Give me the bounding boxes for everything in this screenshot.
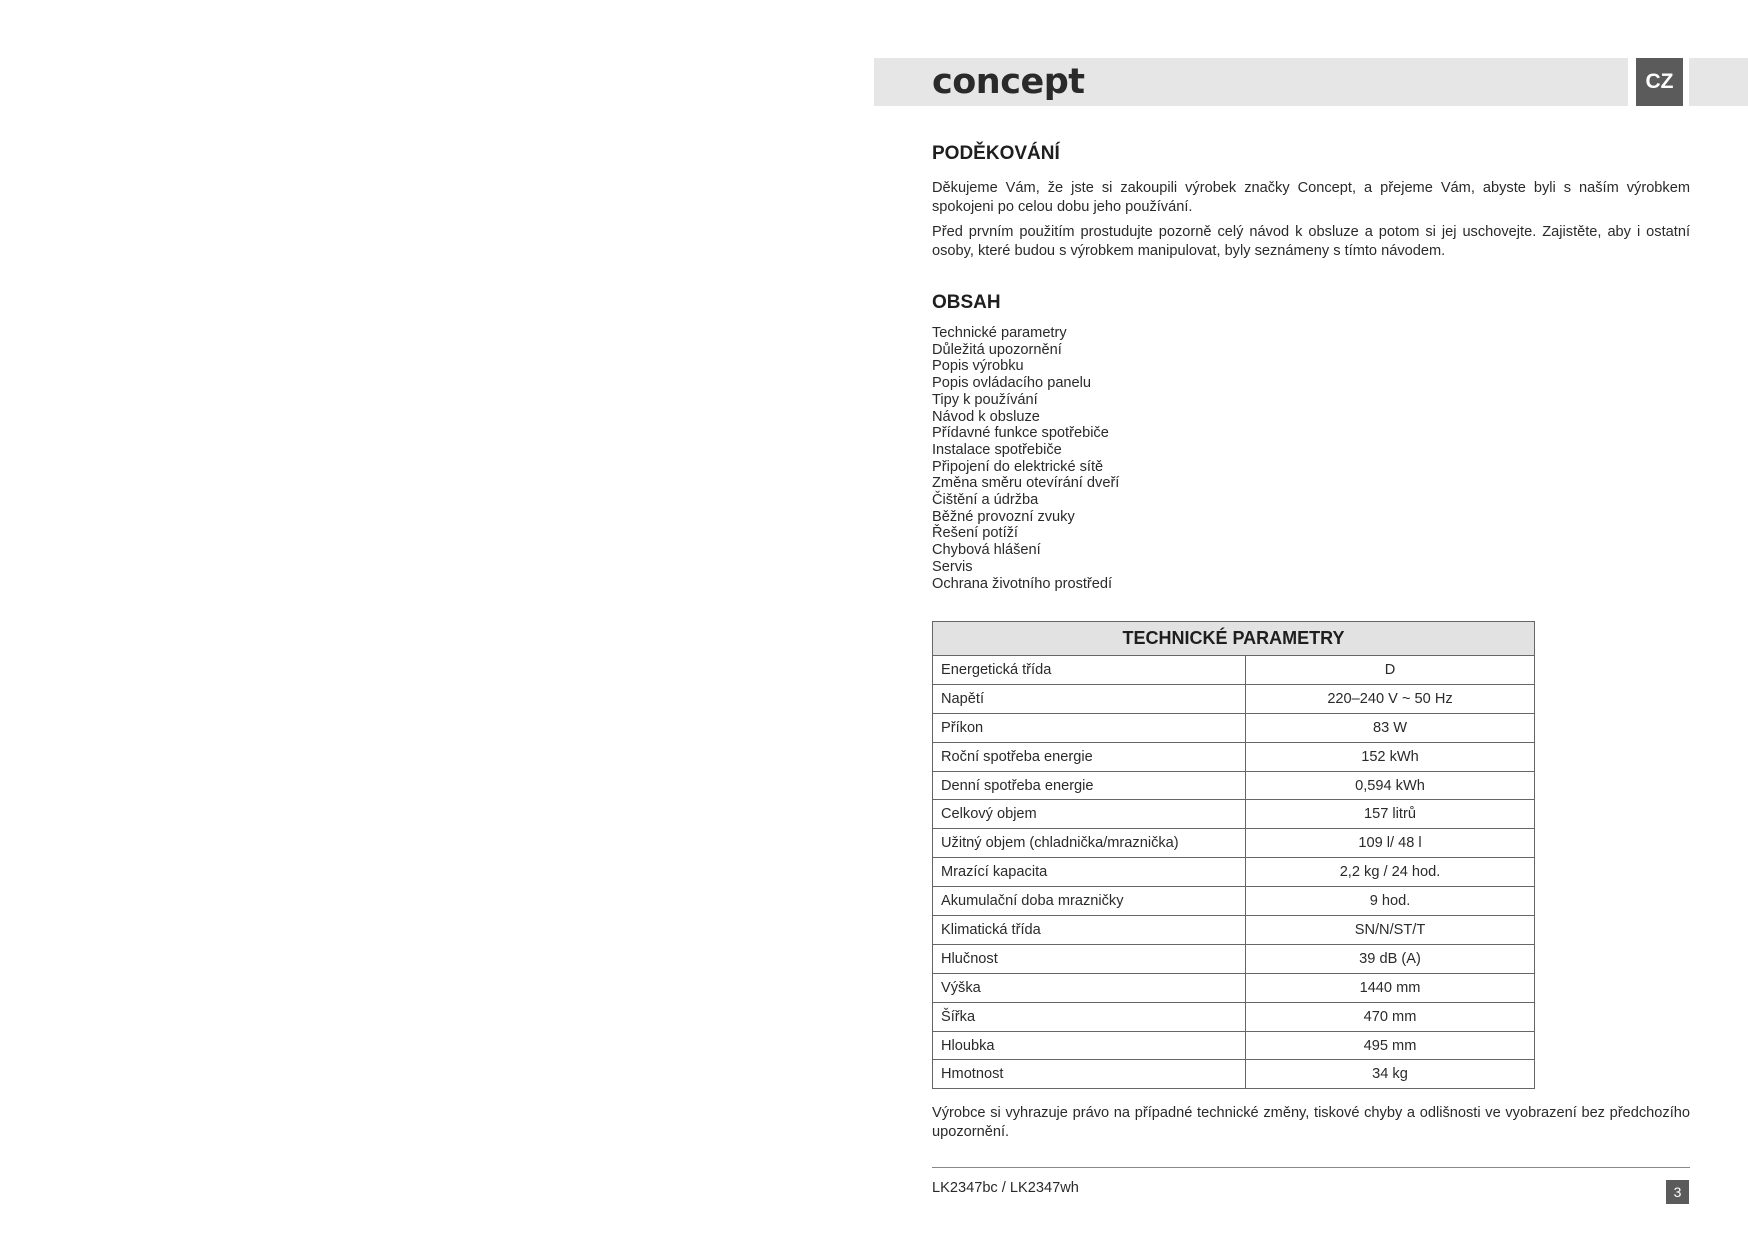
spec-row xyxy=(933,858,1535,887)
contents-item: Servis xyxy=(932,558,973,575)
spec-value: 157 litrů xyxy=(1246,800,1535,829)
disclaimer-text: Výrobce si vyhrazuje právo na případné technické změny, tiskové chyby a odlišnosti ve vyobrazení bez předchozího upozornění. xyxy=(932,1105,1690,1140)
contents-item: Přídavné funkce spotřebiče xyxy=(932,425,1109,442)
contents-heading: OBSAH xyxy=(932,292,1001,313)
spec-table-header-row xyxy=(933,622,1535,656)
spec-label: Denní spotřeba energie xyxy=(933,771,1246,800)
contents-item: Chybová hlášení xyxy=(932,542,1041,559)
spec-row xyxy=(933,887,1535,916)
spec-label: Šířka xyxy=(933,1002,1246,1031)
contents-list xyxy=(932,325,1119,592)
spec-value: SN/N/ST/T xyxy=(1246,916,1535,945)
spec-label: Roční spotřeba energie xyxy=(933,742,1246,771)
spec-value: 39 dB (A) xyxy=(1246,944,1535,973)
header-bar-right xyxy=(1689,58,1748,106)
thanks-paragraph-1: Děkujeme Vám, že jste si zakoupili výrobek značky Concept, a přejeme Vám, abyste byli s naším výrobkem spokojeni po celou dobu jeho používání. xyxy=(932,180,1690,215)
spec-label: Hlučnost xyxy=(933,944,1246,973)
spec-label: Užitný objem (chladnička/mraznička) xyxy=(933,829,1246,858)
footer-divider xyxy=(932,1167,1690,1168)
thanks-heading: PODĚKOVÁNÍ xyxy=(932,143,1060,164)
contents-item: Instalace spotřebiče xyxy=(932,441,1062,458)
spec-value: 2,2 kg / 24 hod. xyxy=(1246,858,1535,887)
thanks-paragraph-2: Před prvním použitím prostudujte pozorně celý návod k obsluze a potom si jej uschovejte. Zajistěte, aby i ostatní osoby, které budou s výrobkem manipulovat, byly seznámeny s tímto návodem. xyxy=(932,224,1690,259)
spec-row xyxy=(933,1060,1535,1089)
spec-table xyxy=(932,621,1535,1089)
spec-row xyxy=(933,829,1535,858)
spec-value: 152 kWh xyxy=(1246,742,1535,771)
contents-item: Změna směru otevírání dveří xyxy=(932,475,1120,492)
spec-label: Příkon xyxy=(933,713,1246,742)
spec-label: Celkový objem xyxy=(933,800,1246,829)
spec-table-body xyxy=(933,656,1535,1089)
contents-item: Popis výrobku xyxy=(932,358,1024,375)
spec-row xyxy=(933,1031,1535,1060)
spec-row xyxy=(933,656,1535,685)
spec-label: Energetická třída xyxy=(933,656,1246,685)
page-number: 3 xyxy=(1666,1180,1689,1204)
spec-value: 83 W xyxy=(1246,713,1535,742)
contents-item: Důležitá upozornění xyxy=(932,341,1062,358)
spec-row xyxy=(933,973,1535,1002)
language-badge: CZ xyxy=(1636,58,1683,106)
spec-row xyxy=(933,1002,1535,1031)
contents-item: Tipy k používání xyxy=(932,391,1038,408)
spec-label: Hmotnost xyxy=(933,1060,1246,1089)
spec-value: 0,594 kWh xyxy=(1246,771,1535,800)
contents-item: Návod k obsluze xyxy=(932,408,1040,425)
contents-item: Technické parametry xyxy=(932,325,1067,341)
spec-value: 34 kg xyxy=(1246,1060,1535,1089)
spec-row xyxy=(933,800,1535,829)
brand-logo: concept xyxy=(932,62,1085,102)
contents-item: Řešení potíží xyxy=(932,525,1018,542)
spec-value: 495 mm xyxy=(1246,1031,1535,1060)
spec-row xyxy=(933,684,1535,713)
contents-item: Připojení do elektrické sítě xyxy=(932,458,1104,475)
footer-model: LK2347bc / LK2347wh xyxy=(932,1180,1079,1196)
spec-label: Klimatická třída xyxy=(933,916,1246,945)
spec-label: Hloubka xyxy=(933,1031,1246,1060)
spec-row xyxy=(933,916,1535,945)
spec-label: Napětí xyxy=(933,684,1246,713)
spec-row xyxy=(933,742,1535,771)
spec-row xyxy=(933,944,1535,973)
contents-item: Popis ovládacího panelu xyxy=(932,375,1092,392)
spec-table-title: TECHNICKÉ PARAMETRY xyxy=(933,622,1535,656)
spec-value: 9 hod. xyxy=(1246,887,1535,916)
contents-item: Běžné provozní zvuky xyxy=(932,508,1075,525)
spec-value: 109 l/ 48 l xyxy=(1246,829,1535,858)
spec-value: 220–240 V ~ 50 Hz xyxy=(1246,684,1535,713)
contents-item: Ochrana životního prostředí xyxy=(932,575,1113,592)
spec-label: Akumulační doba mrazničky xyxy=(933,887,1246,916)
spec-row xyxy=(933,771,1535,800)
spec-value: D xyxy=(1246,656,1535,685)
spec-value: 1440 mm xyxy=(1246,973,1535,1002)
spec-value: 470 mm xyxy=(1246,1002,1535,1031)
spec-row xyxy=(933,713,1535,742)
spec-label: Mrazící kapacita xyxy=(933,858,1246,887)
contents-item: Čištění a údržba xyxy=(932,492,1039,509)
spec-label: Výška xyxy=(933,973,1246,1002)
